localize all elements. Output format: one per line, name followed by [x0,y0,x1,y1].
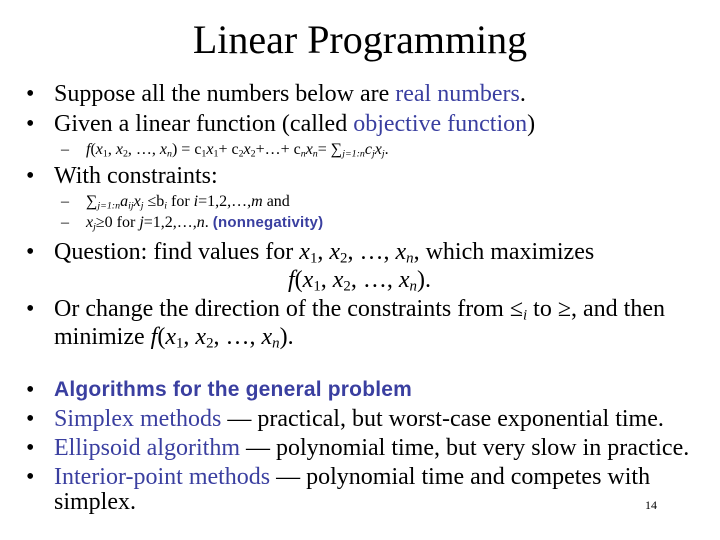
bullet-real-numbers: Suppose all the numbers below are real numbers. [54,81,526,107]
simplex-highlight: Simplex methods [54,406,222,432]
page-number: 14 [645,498,657,512]
sub-dash: – [61,141,69,158]
interior-point-highlight: Interior-point methods [54,464,271,490]
constraint-nonnegativity: $x_j\ge 0$ for j=1,2,…,n. (nonnegativity) [86,214,324,233]
bullet-dot: • [26,163,35,189]
bullet-dot: • [26,464,35,490]
algorithms-heading: Algorithms for the general problem [54,378,413,401]
sub-dash: – [61,214,69,231]
bullet-dot: • [26,81,35,107]
bullet-minimize-line1: Or change the direction of the constraints from $\le_i$ to ≥, and then [54,296,665,324]
bullet-dot: • [26,296,35,322]
bullet-dot: • [26,111,35,137]
bullet-question-line1: Question: find values for $x_1$, $x_2$, …, $x_n$, which maximizes [54,239,595,267]
bullet-ellipsoid: Ellipsoid algorithm — polynomial time, but very slow in practice. [54,435,690,461]
ellipsoid-highlight: Ellipsoid algorithm [54,435,240,461]
bullet-objective-function: Given a linear function (called objective function) [54,111,536,137]
bullet-dot: • [26,435,35,461]
bullet-dot: • [26,239,35,265]
constraint-inequality: $\sum_{j=1:n}a_{ij}x_j \le b_i$ for i=1,2,…,m and [86,193,290,212]
bullet-interior-point-line2: simplex. [54,489,136,515]
bullet-interior-point: Interior-point methods — polynomial time and competes with [54,464,651,490]
bullet-dot: • [26,377,35,403]
nonnegativity-highlight: (nonnegativity) [212,214,324,231]
function-definition: $f(x_1$, $x_2$, …, $x_n) = c_1x_1+$ $c_2x_2+\dots+ c_nx_n= \sum_{j=1:n}c_jx_j$. [86,141,389,160]
bullet-minimize-line2: minimize $f(x_1$, $x_2$, …, $x_n$). [54,324,294,352]
sub-dash: – [61,193,69,210]
bullet-question-line2: $f(x_1$, $x_2$, …, $x_n$). [288,267,431,295]
bullet-constraints: With constraints: [54,163,218,189]
objective-function-highlight: objective function [353,111,528,137]
real-numbers-highlight: real numbers [395,81,520,107]
slide-title: Linear Programming [192,17,528,62]
bullet-simplex: Simplex methods — practical, but worst-case exponential time. [54,406,664,432]
bullet-dot: • [26,406,35,432]
